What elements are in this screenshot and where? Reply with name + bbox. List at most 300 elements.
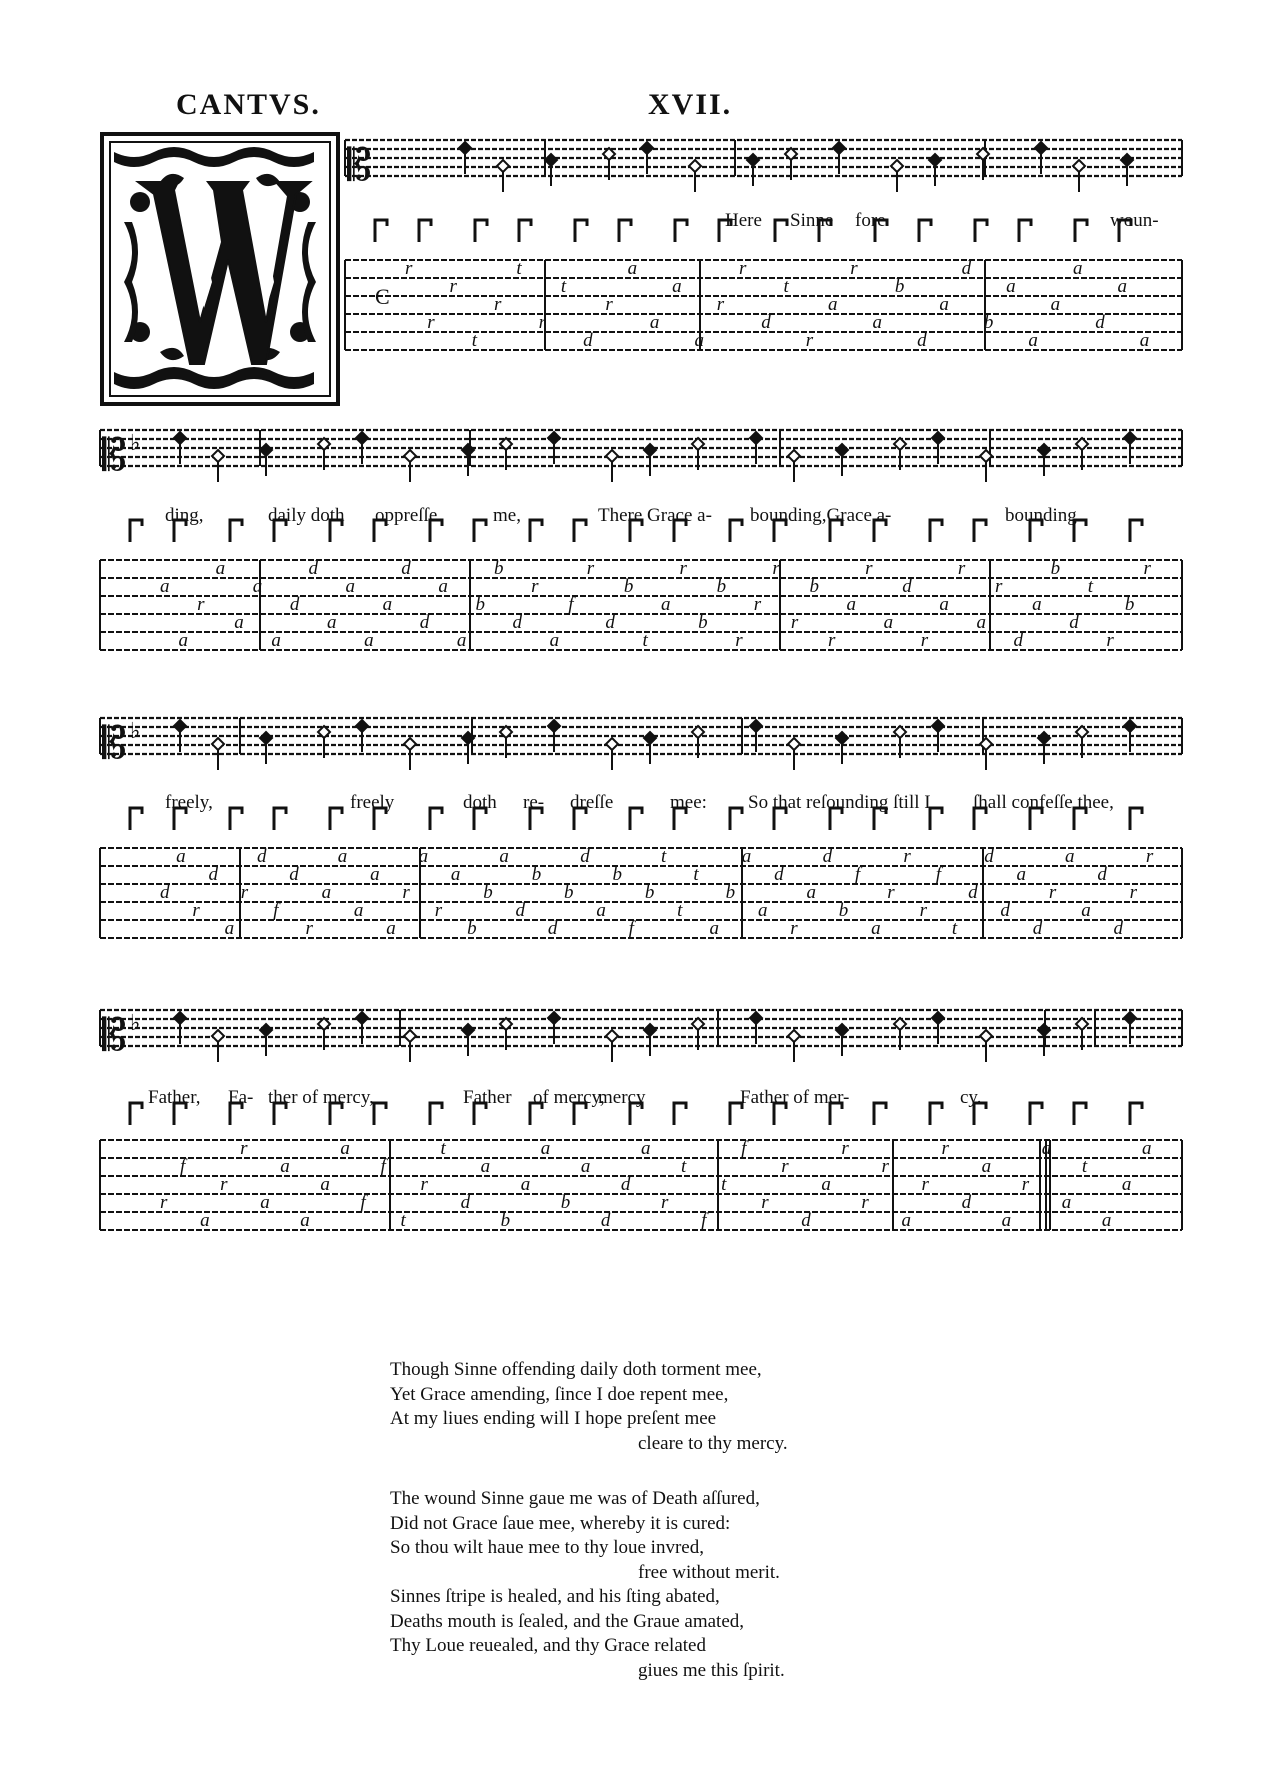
note-head (545, 154, 557, 166)
tab-letter: r (160, 1192, 168, 1213)
lyric-syllable: There Grace a- (598, 505, 712, 526)
tab-letter: t (516, 258, 522, 279)
part-name: CANTVS. (176, 88, 321, 121)
tab-letter: a (649, 312, 660, 333)
rhythm-flag (130, 520, 142, 542)
tab-letter: a (480, 1156, 491, 1177)
tab-letter: b (716, 576, 727, 597)
rhythm-flag (430, 1103, 442, 1125)
note-head (929, 154, 941, 166)
verse-line: free without merit. (638, 1561, 780, 1583)
tab-letter: a (300, 1210, 310, 1231)
tab-letter: a (499, 846, 509, 867)
rhythm-flag (675, 220, 687, 242)
tab-letter: t (783, 276, 789, 297)
rhythm-flag (375, 220, 387, 242)
tab-letter: a (694, 330, 704, 351)
tab-letter: t (1081, 1156, 1088, 1177)
tab-letter: a (821, 1174, 831, 1195)
tab-letter: a (353, 900, 364, 921)
tab-letter: a (234, 612, 244, 633)
lyric-syllable: Fa- (228, 1087, 254, 1108)
lyric-syllable: freely, (165, 792, 213, 813)
music-system-2 (0, 410, 1272, 700)
note-head (932, 432, 944, 444)
music-system-1 (0, 130, 1272, 410)
note-head (750, 720, 762, 732)
tab-letter: a (661, 594, 671, 615)
rhythm-flag (730, 808, 742, 830)
tab-letter: b (500, 1210, 511, 1231)
note-head (644, 444, 656, 456)
tab-letter: r (995, 576, 1003, 597)
note-head (174, 432, 186, 444)
lyric-syllable: ther of mercy, (268, 1087, 374, 1108)
tab-letter: r (192, 900, 200, 921)
music-system-4 (0, 990, 1272, 1280)
tab-letter: a (1121, 1174, 1132, 1195)
lyric-syllable: freely (350, 792, 395, 813)
tab-letter: a (386, 918, 396, 939)
tab-letter: r (240, 882, 249, 903)
note-head (548, 720, 560, 732)
tab-letter: a (939, 594, 949, 615)
rhythm-flag (975, 220, 987, 242)
rhythm-flag (230, 808, 242, 830)
tab-letter: d (600, 1210, 611, 1231)
tab-letter: a (260, 1192, 270, 1213)
tab-letter: a (1101, 1210, 1112, 1231)
tab-letter: d (160, 882, 170, 903)
tab-letter: d (761, 312, 771, 333)
tab-letter: f (741, 1138, 747, 1159)
note-head (260, 732, 272, 744)
tab-letter: b (983, 312, 994, 333)
note-head (980, 1030, 992, 1042)
tab-letter: a (871, 918, 881, 939)
tab-letter: f (701, 1210, 707, 1231)
note-head (548, 432, 560, 444)
rhythm-flag (930, 520, 942, 542)
tab-letter: d (1032, 918, 1043, 939)
tab-letter: r (772, 558, 780, 579)
tab-letter: d (256, 846, 267, 867)
tab-letter: t (1087, 576, 1094, 597)
tab-letter: r (1129, 882, 1138, 903)
rhythm-flag (519, 220, 531, 242)
tab-letter: d (822, 846, 833, 867)
tab-letter: a (640, 1138, 651, 1159)
tab-letter: t (400, 1210, 406, 1231)
tab-letter: r (586, 558, 595, 579)
tab-letter: f (628, 918, 634, 939)
tab-letter: b (838, 900, 849, 921)
rhythm-flag (730, 520, 742, 542)
verse-1 (390, 1358, 950, 1456)
note-head (404, 1030, 416, 1042)
tab-letter: a (215, 558, 226, 579)
note-head (212, 738, 224, 750)
note-head (747, 154, 759, 166)
rhythm-flag (630, 808, 642, 830)
tab-letter: r (921, 1174, 929, 1195)
tab-letter: a (1032, 594, 1042, 615)
tab-letter: r (1048, 882, 1057, 903)
tab-letter: r (240, 1138, 248, 1159)
tab-letter: a (1065, 846, 1075, 867)
note-head (641, 142, 653, 154)
note-head (1038, 1024, 1050, 1036)
tab-letter: f (273, 900, 279, 921)
verse-line: At my liues ending will I hope preſent mee (390, 1408, 717, 1429)
tab-letter: b (809, 576, 819, 597)
note-head (606, 1030, 618, 1042)
tab-letter: b (698, 612, 708, 633)
verse-line: Though Sinne offending daily doth torment mee, (390, 1359, 762, 1380)
tab-letter: d (289, 594, 300, 615)
tab-letter: f (380, 1156, 386, 1177)
note-head (212, 1030, 224, 1042)
rhythm-flag (1130, 1103, 1142, 1125)
staff-svg (0, 410, 1272, 710)
tab-letter: r (402, 882, 410, 903)
note-head (788, 450, 800, 462)
staff-svg (0, 700, 1272, 1000)
note-head (833, 142, 845, 154)
tab-letter: a (370, 864, 380, 885)
lyric-syllable: ding, (165, 505, 204, 526)
tab-letter: r (903, 846, 911, 867)
lyric-syllable: So that reſounding ſtill I (748, 792, 931, 813)
staff-svg (0, 990, 1272, 1290)
tab-letter: a (741, 846, 752, 867)
tab-letter: a (1016, 864, 1027, 885)
tab-letter: a (252, 576, 263, 597)
note-head (1038, 444, 1050, 456)
note-head (356, 432, 368, 444)
rhythm-flag (930, 1103, 942, 1125)
note-head (606, 450, 618, 462)
tab-letter: d (419, 612, 430, 633)
tab-letter: a (438, 576, 448, 597)
tab-letter: t (440, 1138, 446, 1159)
tab-letter: d (801, 1210, 811, 1231)
tab-letter: d (583, 330, 593, 351)
tab-letter: d (1113, 918, 1124, 939)
note-head (606, 738, 618, 750)
tab-letter: a (846, 594, 857, 615)
lyric-syllable: fore (855, 210, 886, 231)
flat-icon: ♭ (130, 430, 141, 455)
tab-letter: a (364, 630, 374, 651)
rhythm-flag (419, 220, 431, 242)
tab-letter: a (280, 1156, 290, 1177)
rhythm-flag (274, 808, 286, 830)
tab-letter: b (894, 276, 905, 297)
lyric-syllable: mee: (670, 792, 707, 813)
verse-2 (390, 1487, 950, 1683)
tab-letter: r (427, 312, 435, 333)
tab-letter: a (1050, 294, 1061, 315)
tab-letter: t (693, 864, 699, 885)
lyric-syllable: bounding (1005, 505, 1077, 526)
tab-letter: r (920, 630, 929, 651)
tab-letter: b (531, 864, 542, 885)
tab-letter: d (968, 882, 978, 903)
tab-letter: d (902, 576, 912, 597)
tab-letter: t (951, 918, 958, 939)
tab-letter: r (1106, 630, 1114, 651)
lyric-syllable: daily doth (268, 505, 345, 526)
tab-letter: d (512, 612, 523, 633)
tab-letter: f (180, 1156, 186, 1177)
note-head (260, 444, 272, 456)
tab-letter: a (1041, 1138, 1052, 1159)
tab-letter: b (623, 576, 634, 597)
tab-letter: b (612, 864, 623, 885)
rhythm-flag (919, 220, 931, 242)
note-head (788, 1030, 800, 1042)
tab-letter: d (961, 258, 972, 279)
tab-letter: b (475, 594, 485, 615)
rhythm-flag (374, 1103, 386, 1125)
rhythm-flag (674, 1103, 686, 1125)
rhythm-flag (230, 520, 242, 542)
tab-letter: a (549, 630, 560, 651)
tab-letter: a (828, 294, 838, 315)
tab-letter: d (1013, 630, 1024, 651)
tab-letter: a (540, 1138, 551, 1159)
note-head (750, 432, 762, 444)
tab-letter: a (1117, 276, 1127, 297)
note-head (174, 720, 186, 732)
tab-letter: r (679, 558, 687, 579)
tab-letter: a (382, 594, 393, 615)
tab-letter: r (941, 1138, 949, 1159)
tab-letter: a (672, 276, 682, 297)
note-head (462, 1024, 474, 1036)
rhythm-flag (775, 220, 787, 242)
tab-letter: a (327, 612, 337, 633)
tab-letter: a (200, 1210, 210, 1231)
tab-letter: r (1021, 1174, 1030, 1195)
note-head (1124, 432, 1136, 444)
tab-letter: a (806, 882, 816, 903)
tab-letter: r (420, 1174, 428, 1195)
rhythm-flag (1075, 220, 1087, 242)
lyric-syllable: doth (463, 792, 497, 813)
note-head (174, 1012, 186, 1024)
rhythm-flag (430, 808, 442, 830)
tab-letter: a (709, 918, 719, 939)
tab-letter: a (1081, 900, 1091, 921)
tab-letter: r (790, 918, 798, 939)
verse-line: Did not Grace ſaue mee, whereby it is cured: (390, 1512, 731, 1534)
lyric-syllable: me, (493, 505, 521, 526)
tab-letter: r (957, 558, 966, 579)
lyric-syllable: re- (523, 792, 545, 813)
note-head (404, 738, 416, 750)
note-head (689, 160, 701, 172)
tab-letter: a (271, 630, 281, 651)
lyric-syllable: woun- (1110, 210, 1159, 231)
note-head (459, 142, 471, 154)
tab-letter: t (471, 330, 478, 351)
tab-letter: a (1061, 1192, 1072, 1213)
tab-letter: a (580, 1156, 591, 1177)
note-head (1035, 142, 1047, 154)
note-head (750, 1012, 762, 1024)
tab-letter: r (919, 900, 927, 921)
tab-letter: a (1006, 276, 1016, 297)
tab-letter: r (494, 294, 502, 315)
tab-letter: a (176, 846, 186, 867)
note-head (644, 732, 656, 744)
tab-letter: r (738, 258, 747, 279)
tab-letter: r (1143, 558, 1151, 579)
tab-letter: b (1124, 594, 1135, 615)
tab-letter: a (901, 1210, 911, 1231)
tab-letter: a (981, 1156, 992, 1177)
tab-letter: d (1097, 864, 1107, 885)
tab-letter: r (538, 312, 546, 333)
tab-letter: a (883, 612, 894, 633)
tab-letter: d (774, 864, 784, 885)
tab-letter: a (456, 630, 467, 651)
tab-letter: d (917, 330, 927, 351)
rhythm-flag (474, 520, 486, 542)
tab-letter: d (1069, 612, 1079, 633)
note-head (1121, 154, 1133, 166)
rhythm-flag (475, 220, 487, 242)
tab-letter: a (160, 576, 170, 597)
note-head (932, 720, 944, 732)
rhythm-flag (974, 520, 986, 542)
tab-letter: d (1095, 312, 1105, 333)
note-head (260, 1024, 272, 1036)
c-clef-icon: 𝄡 (102, 430, 127, 481)
tab-letter: t (681, 1156, 687, 1177)
note-head (462, 444, 474, 456)
verse-line: giues me this ſpirit. (638, 1659, 785, 1681)
tab-letter: r (531, 576, 539, 597)
note-head (356, 720, 368, 732)
rhythm-flag (530, 520, 542, 542)
tab-letter: a (345, 576, 356, 597)
tab-letter: d (620, 1174, 631, 1195)
note-head (932, 1012, 944, 1024)
lyric-syllable: Father (463, 1087, 512, 1108)
tab-letter: d (208, 864, 218, 885)
tab-letter: r (220, 1174, 228, 1195)
tab-letter: a (337, 846, 348, 867)
rhythm-flag (1019, 220, 1031, 242)
tab-letter: r (828, 630, 836, 651)
c-clef-icon: 𝄡 (102, 718, 127, 769)
tab-letter: a (976, 612, 986, 633)
lyric-syllable: bounding,Grace a- (750, 505, 892, 526)
tab-letter: b (467, 918, 477, 939)
note-head (212, 450, 224, 462)
verse-line: Thy Loue reuealed, and thy Grace related (390, 1635, 706, 1656)
rhythm-flag (1130, 808, 1142, 830)
tab-letter: r (753, 594, 762, 615)
tab-letter: t (642, 630, 648, 651)
tab-letter: r (449, 276, 457, 297)
tab-letter: t (661, 846, 667, 867)
verse-line: cleare to thy mercy. (638, 1432, 788, 1454)
tab-letter: r (805, 330, 814, 351)
rhythm-flag (874, 1103, 886, 1125)
lyric-syllable: ſhall confeſſe thee, (973, 792, 1114, 813)
tab-letter: a (320, 1174, 330, 1195)
tab-letter: f (854, 864, 861, 885)
lyric-syllable: Father of mer- (740, 1087, 850, 1108)
flat-icon: ♭ (130, 718, 141, 743)
rhythm-flag (574, 520, 586, 542)
note-head (836, 1024, 848, 1036)
lyric-syllable: of mercy, (533, 1087, 605, 1108)
tab-letter: t (560, 276, 567, 297)
tab-letter: r (434, 900, 443, 921)
verse-line: Sinnes ſtripe is healed, and his ſting abated, (390, 1586, 720, 1607)
tab-letter: a (520, 1174, 531, 1195)
lyric-syllable: Here (725, 210, 762, 231)
tab-letter: r (405, 258, 413, 279)
verse-line: Yet Grace amending, ſince I doe repent mee, (390, 1383, 729, 1405)
rhythm-flag (130, 1103, 142, 1125)
rhythm-flag (930, 808, 942, 830)
tab-letter: r (861, 1192, 869, 1213)
note-head (1038, 732, 1050, 744)
tab-letter: r (305, 918, 313, 939)
rhythm-flag (619, 220, 631, 242)
tab-letter: r (761, 1192, 769, 1213)
tab-letter: a (627, 258, 638, 279)
tab-letter: r (1145, 846, 1154, 867)
tab-letter: d (460, 1192, 471, 1213)
note-head (1124, 1012, 1136, 1024)
flat-icon: ♭ (130, 1010, 141, 1035)
tab-letter: d (515, 900, 526, 921)
rhythm-flag (1074, 1103, 1086, 1125)
tab-letter: r (716, 294, 725, 315)
tab-letter: r (735, 630, 743, 651)
note-head (1073, 160, 1085, 172)
rhythm-flag (130, 808, 142, 830)
note-head (497, 160, 509, 172)
tab-letter: r (605, 294, 613, 315)
tab-letter: a (1072, 258, 1083, 279)
tab-letter: d (1000, 900, 1010, 921)
rhythm-flag (575, 220, 587, 242)
tab-letter: a (872, 312, 883, 333)
tab-letter: a (1139, 330, 1150, 351)
verse-line: So thou wilt haue mee to thy loue invred, (390, 1537, 704, 1558)
note-head (891, 160, 903, 172)
tab-letter: t (677, 900, 683, 921)
tab-letter: a (757, 900, 768, 921)
note-head (836, 444, 848, 456)
lyric-syllable: Sinne (790, 210, 834, 231)
lyric-syllable: mercy (598, 1087, 646, 1108)
tab-letter: d (289, 864, 299, 885)
tab-letter: r (881, 1156, 889, 1177)
tab-letter: a (178, 630, 189, 651)
rhythm-flag (1030, 1103, 1042, 1125)
tab-letter: a (939, 294, 949, 315)
c-clef-icon: 𝄡 (102, 1010, 127, 1061)
